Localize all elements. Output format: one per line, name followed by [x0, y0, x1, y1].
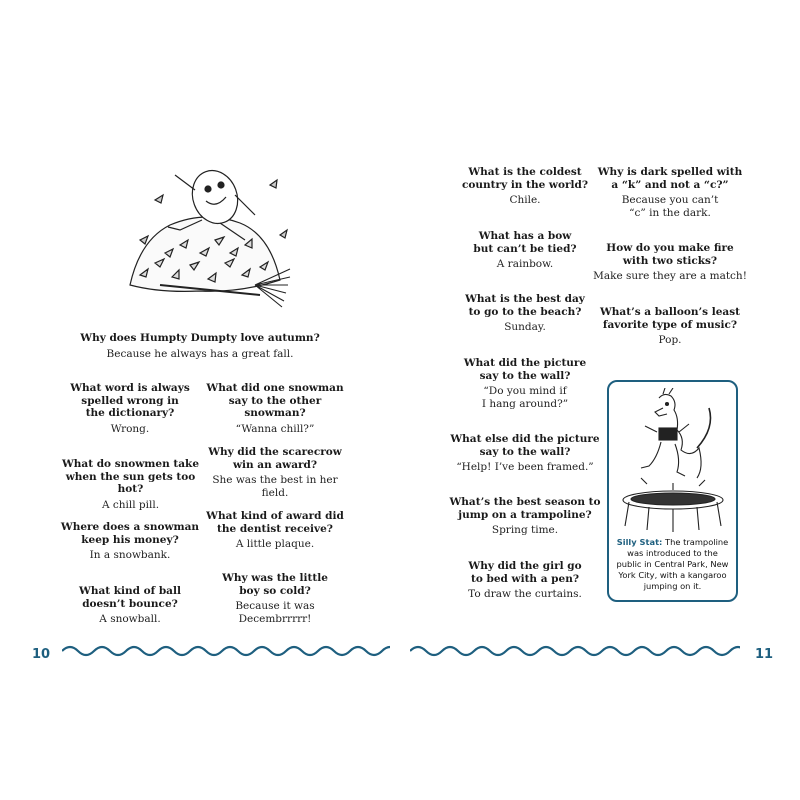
- joke-item: [60, 521, 200, 562]
- joke-question: How do you make fire with two sticks?: [606, 242, 734, 267]
- joke-answer: Because he always has a great fall.: [106, 347, 294, 360]
- joke-question: Why was the little boy so cold?: [222, 572, 328, 597]
- joke-item: [445, 433, 605, 474]
- joke-item: [450, 230, 600, 271]
- joke-answer: “Help! I’ve been framed.”: [456, 461, 594, 473]
- joke-item: [450, 166, 600, 207]
- fact-text: [615, 537, 730, 592]
- joke-answer: Chile.: [509, 194, 541, 206]
- joke-answer: Spring time.: [491, 524, 559, 536]
- joke-item: [450, 293, 600, 334]
- joke-question: What’s the best season to jump on a trampoline?: [449, 496, 601, 521]
- humpty-dumpty-illustration: [120, 145, 295, 310]
- joke-item: [200, 382, 350, 435]
- featured-joke: [80, 332, 320, 360]
- joke-answer: She was the best in her field.: [212, 474, 338, 499]
- joke-item: [590, 242, 750, 283]
- joke-answer: A rainbow.: [496, 258, 554, 270]
- joke-item: [60, 382, 200, 435]
- joke-item: [58, 458, 203, 511]
- joke-answer: A little plaque.: [235, 538, 315, 550]
- joke-answer: Because you can’t “c” in the dark.: [621, 194, 719, 219]
- joke-question: What do snowmen take when the sun gets too hot?: [61, 458, 199, 495]
- joke-answer: A chill pill.: [101, 498, 160, 511]
- joke-item: [445, 496, 605, 537]
- page-number-left: 10: [32, 647, 51, 662]
- joke-answer: In a snowbank.: [89, 549, 171, 561]
- joke-question: What did the picture say to the wall?: [463, 357, 587, 382]
- joke-question: What did one snowman say to the other snowman?: [206, 382, 344, 419]
- joke-question: What has a bow but can’t be tied?: [473, 230, 577, 255]
- fact-box: [607, 380, 738, 602]
- joke-item: [590, 306, 750, 347]
- joke-question: Why is dark spelled with a “k” and not a “c?”: [597, 166, 743, 191]
- joke-answer: Wrong.: [110, 422, 150, 435]
- kangaroo-trampoline-illustration: [619, 388, 727, 534]
- joke-item: [590, 166, 750, 219]
- fact-label: Silly Stat:: [616, 537, 663, 547]
- joke-item: [450, 560, 600, 601]
- fact-body: The trampoline was introduced to the public in Central Park, New York City, with a kangaroo jumping on it.: [616, 537, 729, 591]
- joke-answer: Because it was Decembrrrrr!: [235, 600, 315, 625]
- joke-item: [200, 572, 350, 625]
- joke-question: What is the best day to go to the beach?: [465, 293, 585, 318]
- joke-answer: Sunday.: [504, 321, 546, 333]
- joke-item: [450, 357, 600, 410]
- joke-question: What else did the picture say to the wall?: [450, 433, 600, 458]
- joke-item: [200, 510, 350, 551]
- joke-answer: Pop.: [658, 334, 682, 346]
- joke-question: Why did the scarecrow win an award?: [208, 446, 342, 471]
- joke-item: [200, 446, 350, 499]
- joke-question: Why did the girl go to bed with a pen?: [468, 560, 582, 585]
- joke-question: Why does Humpty Dumpty love autumn?: [80, 332, 320, 344]
- joke-question: What kind of ball doesn’t bounce?: [79, 585, 181, 610]
- joke-answer: Make sure they are a match!: [593, 270, 747, 282]
- joke-question: What kind of award did the dentist receive?: [206, 510, 344, 535]
- joke-question: What word is always spelled wrong in the dictionary?: [70, 382, 190, 419]
- page-number-right: 11: [755, 647, 774, 662]
- joke-answer: To draw the curtains.: [468, 588, 582, 600]
- joke-question: Where does a snowman keep his money?: [60, 521, 200, 546]
- joke-question: What is the coldest country in the world?: [462, 166, 588, 191]
- joke-item: [60, 585, 200, 626]
- wave-divider-left: [62, 642, 390, 660]
- wave-divider-right: [410, 642, 740, 660]
- joke-answer: A snowball.: [99, 613, 161, 625]
- joke-answer: “Wanna chill?”: [235, 422, 315, 435]
- joke-question: What’s a balloon’s least favorite type of music?: [600, 306, 740, 331]
- joke-answer: “Do you mind if I hang around?”: [481, 385, 569, 410]
